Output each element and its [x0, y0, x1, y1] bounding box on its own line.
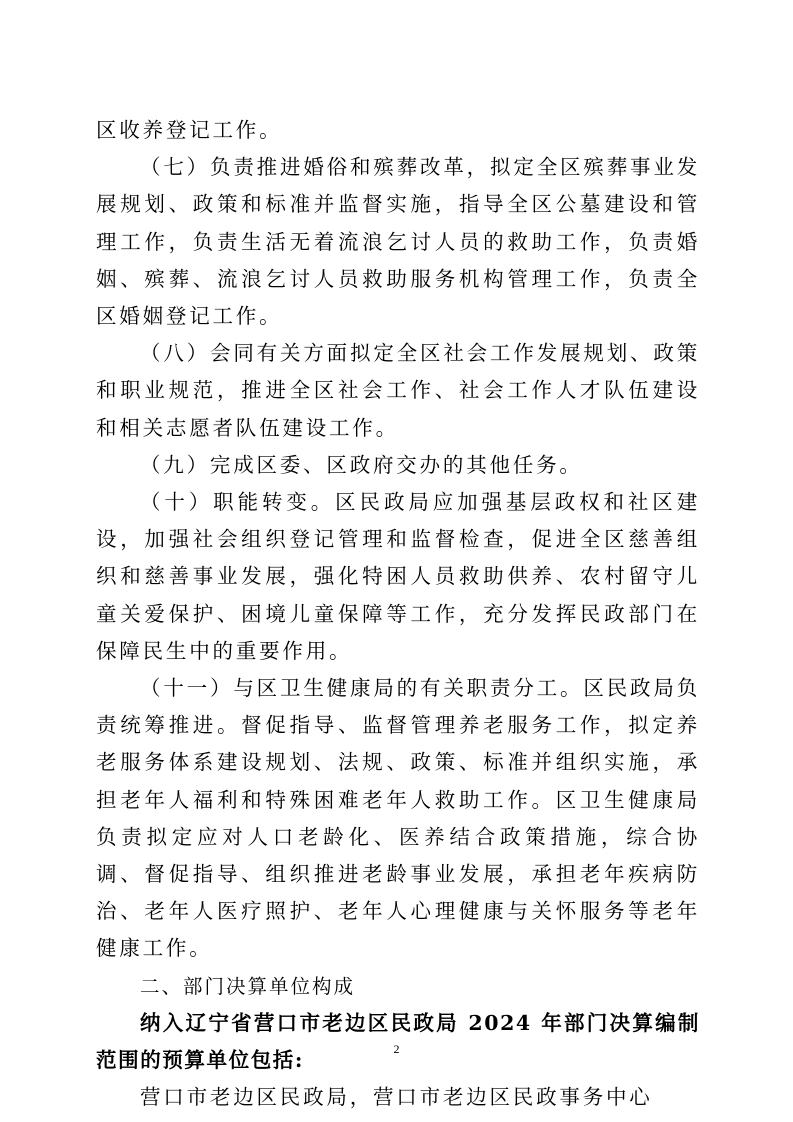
paragraph-continuation: 区收养登记工作。 [96, 118, 283, 142]
page-number: 2 [393, 1042, 400, 1056]
paragraph-item-10: （十）职能转变。区民政局应加强基层政权和社区建设，加强社会组织登记管理和监督检查，促进全区慈善组织和慈善事业发展，强化特困人员救助供养、农村留守儿童关爱保护、困境儿童保障等工作，充分发挥民政部门在保障民生中的重要作用。 [96, 490, 700, 663]
section-heading: 二、部门决算单位构成 [140, 974, 356, 998]
document-body [96, 112, 700, 1116]
paragraph-item-11: （十一）与区卫生健康局的有关职责分工。区民政局负责统筹推进。督促指导、监督管理养老服务工作，拟定养老服务体系建设规划、法规、政策、标准并组织实施，承担老年人福利和特殊困难老年人救助工作。区卫生健康局负责拟定应对人口老龄化、医养结合政策措施，综合协调、督促指导、组织推进老龄事业发展，承担老年疾病防治、老年人医疗照护、老年人心理健康与关怀服务等老年健康工作。 [96, 676, 700, 961]
units-list: 营口市老边区民政局，营口市老边区民政事务中心 [140, 1085, 653, 1110]
paragraph-item-7: （七）负责推进婚俗和殡葬改革，拟定全区殡葬事业发展规划、政策和标准并监督实施，指导全区公墓建设和管理工作，负责生活无着流浪乞讨人员的救助工作，负责婚姻、殡葬、流浪乞讨人员救助服务机构管理工作，负责全区婚姻登记工作。 [96, 155, 700, 329]
paragraph-item-9: （九）完成区委、区政府交办的其他任务。 [140, 452, 583, 477]
bold-statement: 纳入辽宁省营口市老边区民政局 2024 年部门决算编制范围的预算单位包括: [96, 1010, 700, 1073]
paragraph-item-8: （八）会同有关方面拟定全区社会工作发展规划、政策和职业规范，推进全区社会工作、社会工作人才队伍建设和相关志愿者队伍建设工作。 [96, 341, 700, 440]
